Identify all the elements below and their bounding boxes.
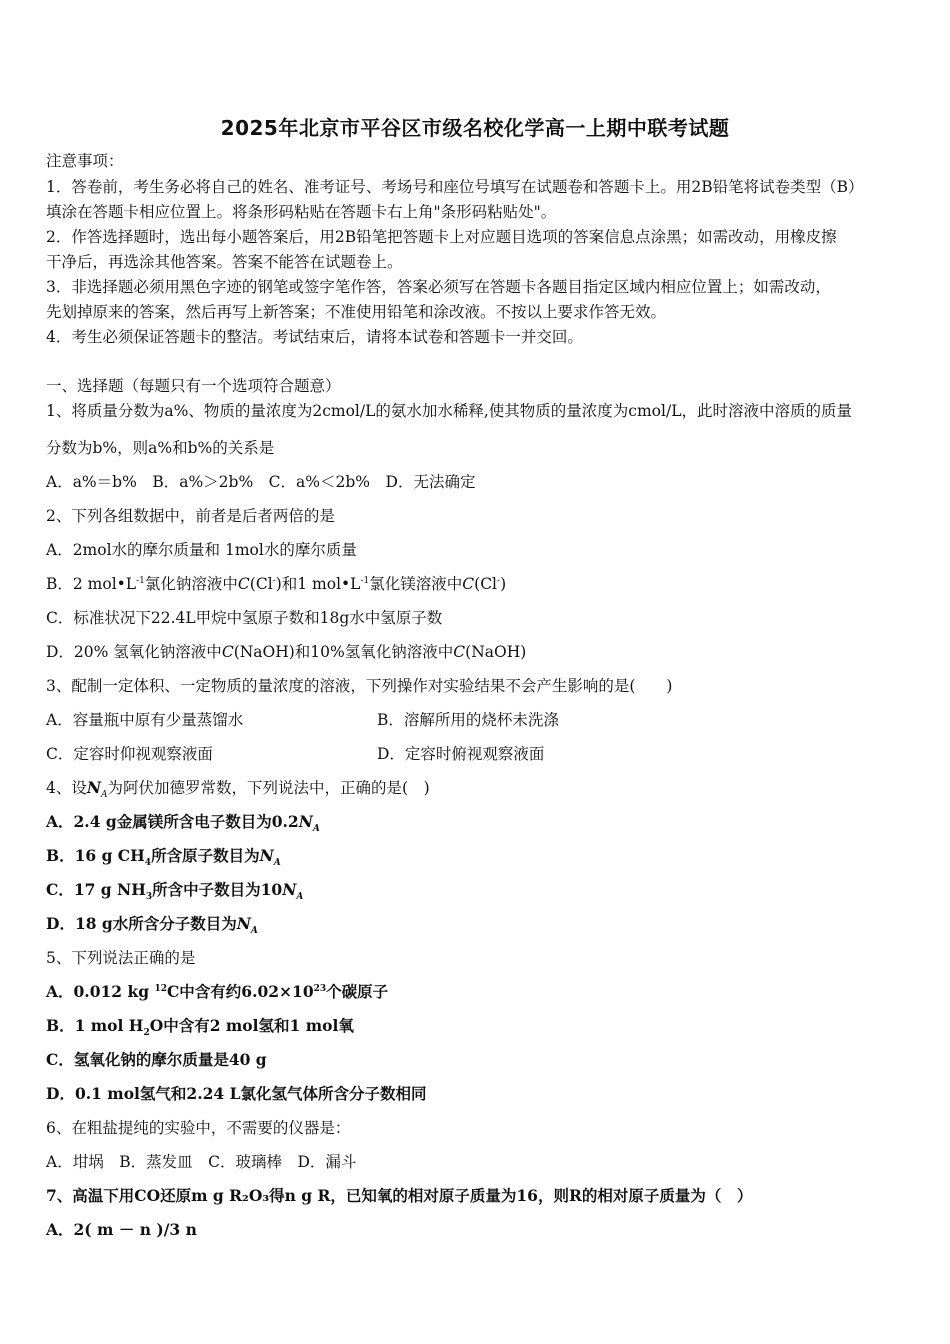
question-1-stem-cont: 分数为b%，则a%和b%的关系是 — [46, 439, 275, 457]
question-1-stem: 1、将质量分数为a%、物质的量浓度为2cmol/L的氨水加水稀释,使其物质的量浓度为cmol/L，此时溶液中溶质的质量 — [46, 402, 852, 420]
question-3-option-c: C．定容时仰视观察液面 — [46, 745, 213, 763]
notes-line: 先划掉原来的答案，然后再写上新答案；不准使用铅笔和涂改液。不按以上要求作答无效。 — [46, 303, 667, 321]
question-4-option-b: B．16 g $CH_4$所含原子数目为$N_A$ — [46, 846, 281, 869]
notes-line: 3．非选择题必须用黑色字迹的钢笔或签字笔作答，答案必须写在答题卡各题目指定区域内相应位置上；如需改动， — [46, 278, 831, 296]
notes-line: 填涂在答题卡相应位置上。将条形码粘贴在答题卡右上角"条形码粘贴处"。 — [46, 203, 557, 221]
question-2-stem: 2、下列各组数据中，前者是后者两倍的是 — [46, 507, 335, 525]
question-7-stem: 7、高温下用CO还原m g R₂O₃得n g R，已知氧的相对原子质量为16，则R的相对原子质量为（ ） — [46, 1186, 753, 1205]
question-2-option-b: B．2 $mol•L^{-1}$氯化钠溶液中C(Cl-)和1 $mol•L^{-1}$氯化镁溶液中C(Cl-) — [46, 575, 507, 593]
question-3-option-a: A．容量瓶中原有少量蒸馏水 — [46, 711, 244, 729]
notes-line: 2．作答选择题时，选出每小题答案后，用2B铅笔把答题卡上对应题目选项的答案信息点涂黑；如需改动，用橡皮擦 — [46, 228, 837, 246]
question-5-option-a: A．0.012 kg $^{12}$C中含有约$6.02\times 10^{23}$个碳原子 — [46, 982, 389, 1001]
question-1-options: A．a%＝b% B．a%＞2b% C．a%＜2b% D．无法确定 — [46, 473, 476, 491]
question-6-options: A．坩埚 B．蒸发皿 C．玻璃棒 D．漏斗 — [46, 1153, 357, 1171]
page-title: 2025年北京市平谷区市级名校化学高一上期中联考试题 — [220, 116, 730, 140]
question-2-option-c: C．标准状况下22.4L甲烷中氢原子数和18g水中氢原子数 — [46, 609, 443, 627]
question-5-option-c: C．氢氧化钠的摩尔质量是40 g — [46, 1050, 267, 1069]
question-5-option-b: B．1 mol $H_2O$中含有2 mol氢和1 mol氧 — [46, 1016, 354, 1039]
notes-line: 1．答卷前，考生务必将自己的姓名、准考证号、考场号和座位号填写在试题卷和答题卡上。用2B铅笔将试卷类型（B） — [46, 178, 864, 196]
question-4-option-a: A．2.4 g金属镁所含电子数目为$0.2N_A$ — [46, 812, 320, 835]
question-2-option-a: A．2mol水的摩尔质量和 1mol水的摩尔质量 — [46, 541, 357, 559]
notes-heading: 注意事项： — [46, 152, 124, 170]
section-heading: 一、选择题（每题只有一个选项符合题意） — [46, 377, 341, 395]
question-4-stem: 4、设$N_A$为阿伏加德罗常数，下列说法中，正确的是( ) — [46, 778, 430, 801]
question-6-stem: 6、在粗盐提纯的实验中，不需要的仪器是： — [46, 1119, 351, 1137]
question-2-option-d: D．20% 氢氧化钠溶液中C(NaOH)和10%氢氧化钠溶液中C(NaOH) — [46, 643, 527, 661]
question-4-option-c: C．17 g $NH_3$所含中子数目为$10N_A$ — [46, 880, 304, 903]
notes-line: 4．考生必须保证答题卡的整洁。考试结束后，请将本试卷和答题卡一并交回。 — [46, 328, 583, 346]
question-4-option-d: D．18 g水所含分子数目为$N_A$ — [46, 914, 258, 937]
notes-line: 干净后，再选涂其他答案。答案不能答在试题卷上。 — [46, 253, 403, 271]
question-3-stem: 3、配制一定体积、一定物质的量浓度的溶液，下列操作对实验结果不会产生影响的是( ) — [46, 677, 673, 695]
question-7-option-a: A．2( m － n )/3 n — [46, 1220, 197, 1239]
question-3-option-b: B．溶解所用的烧杯未洗涤 — [377, 711, 559, 729]
question-5-option-d: D．0.1 mol氢气和2.24 L氯化氢气体所含分子数相同 — [46, 1084, 427, 1103]
question-3-option-d: D．定容时俯视观察液面 — [377, 745, 545, 763]
question-5-stem: 5、下列说法正确的是 — [46, 949, 196, 967]
